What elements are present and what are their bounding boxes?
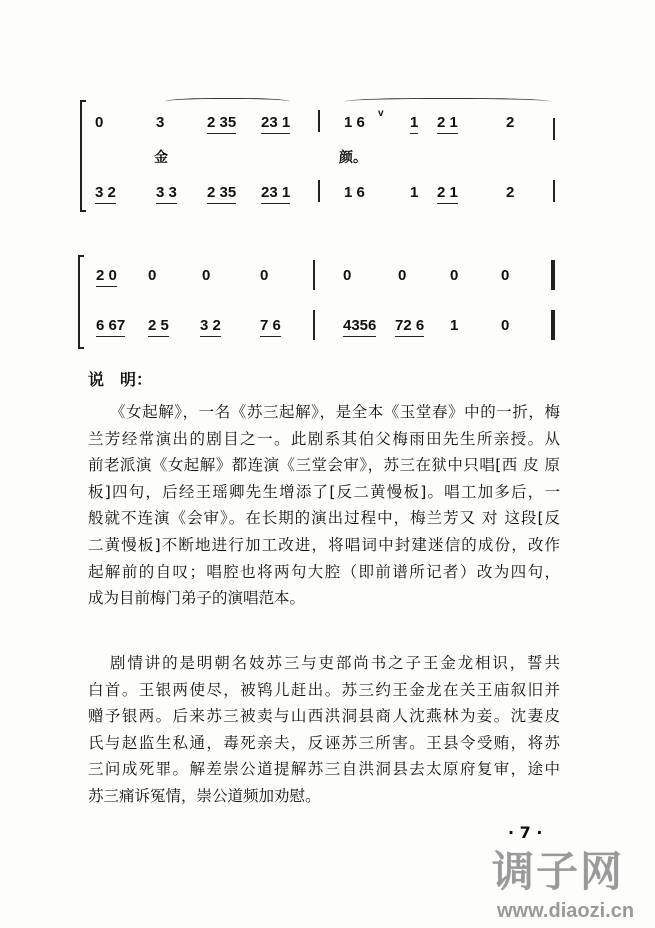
text-line: 二黄慢板]不断地进行加工改进，将唱词中封建迷信的成份，改作 [88,535,560,554]
text-line: 《女起解》，一名《苏三起解》，是全本《玉堂春》中的一折，梅 [110,403,560,421]
note-group: 2 35 [207,185,236,204]
text-line: 前老派演《女起解》都连演《三堂会审》，苏三在狱中只唱[西 皮 原 [88,456,560,475]
text-line: 白首。王银两使尽，被鸨儿赶出。苏三约王金龙在关王庙叙旧并 [88,680,560,699]
note-group: 0 [260,267,269,284]
note-group: 2 35 [207,115,236,134]
note-group: 0 [398,267,407,284]
barline [553,118,555,140]
note-group: 4356 [343,318,376,337]
note-group: 2 0 [96,268,117,287]
note-group: 1 6 [344,184,365,201]
note-group: 2 1 [437,185,458,204]
note-group: 2 [506,114,515,131]
note-group: 0 [501,317,510,334]
note-group: 1 [410,184,419,201]
barline [318,180,320,202]
note-group: 0 [95,114,104,131]
note-group: 3 2 [200,318,221,337]
slur [165,98,290,107]
note-group: 0 [501,267,510,284]
lyric: 金 [154,150,168,166]
system-bracket [80,100,86,212]
system-bracket [78,255,84,349]
note-group: 23 1 [261,185,290,204]
watermark-url: www.diaozi.cn [497,900,635,922]
barline [313,260,315,290]
watermark-logo: 调子网 [492,847,625,896]
paragraph-2 [88,650,560,810]
paragraph-1 [88,399,560,612]
barline [318,110,320,132]
text-line: 剧情讲的是明朝名妓苏三与吏部尚书之子王金龙相识，誓共 [110,654,560,672]
notes-heading: 说 明： [88,370,153,389]
note-group: 0 [450,267,459,284]
text-line: 赠予银两。后来苏三被卖与山西洪洞县商人沈燕林为妾。沈妻皮 [88,707,560,726]
note-group: 2 1 [437,115,458,134]
text-line: 板]四句，后经王瑶卿先生增添了[反二黄慢板]。唱工加多后，一 [88,482,560,501]
note-group: 7 6 [260,318,281,337]
note-group: 3 2 [95,185,116,204]
text-line: 般就不连演《会审》。在长期的演出过程中，梅兰芳又 对 这段[反 [88,509,560,528]
note-group: 1 [410,115,418,134]
text-line: 苏三痛诉冤情，崇公道频加劝慰。 [88,786,321,805]
note-group: 1 [450,317,459,334]
text-line: 成为目前梅门弟子的演唱范本。 [88,589,306,608]
note-group: 6 67 [96,318,125,337]
barline [313,310,315,340]
note-group: 3 3 [156,185,177,204]
note-group: 2 [506,184,515,201]
note-group: 23 1 [261,115,290,134]
note-group: 0 [343,267,352,284]
note-group: 0 [148,267,157,284]
text-line: 起解前的自叹；唱腔也将两句大腔（即前谱所记者）改为四句， [88,562,560,581]
note-group: 0 [202,267,211,284]
note-group: 1 6 [344,114,365,131]
note-group: 3 [156,114,165,131]
page-number: · 7 · [508,823,543,842]
breath-mark: v [378,108,384,119]
slur [345,98,550,107]
barline [553,180,555,202]
lyric: 颜。 [339,150,367,166]
text-line: 兰芳经常演出的剧目之一。此剧系其伯父梅雨田先生所亲授。从 [88,429,560,448]
text-line: 三问成死罪。解差崇公道提解苏三自洪洞县去太原府复审，途中 [88,760,560,779]
note-group: 72 6 [395,318,424,337]
text-line: 氏与赵监生私通，毒死亲夫，反诬苏三所害。王县令受贿，将苏 [88,733,560,752]
note-group: 2 5 [148,318,169,337]
final-barline [551,310,555,340]
final-barline [551,260,555,290]
